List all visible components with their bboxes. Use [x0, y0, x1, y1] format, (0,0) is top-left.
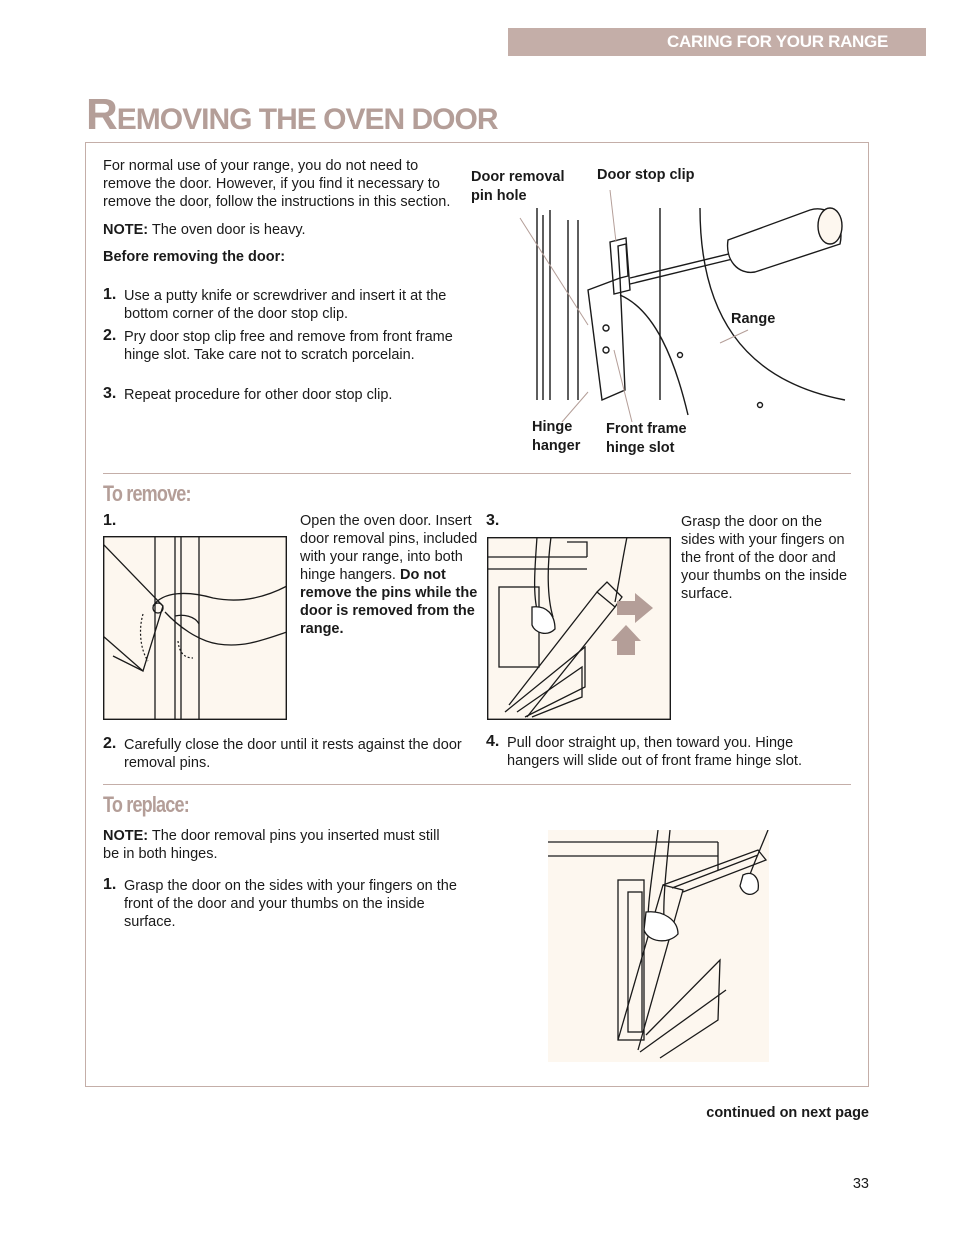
label-pin-hole-text: Door removal pin hole: [471, 169, 565, 204]
step-text: Repeat procedure for other door stop clip.: [124, 387, 393, 403]
label-stop-clip: Door stop clip: [597, 167, 695, 183]
remove-step-2: [103, 736, 463, 772]
note-label: NOTE:: [103, 222, 149, 238]
page-number: 33: [852, 1176, 869, 1192]
door-grasp-illustration: [487, 537, 671, 720]
step-number: 2.: [103, 735, 117, 752]
before-step-1: [103, 287, 463, 323]
step-number: 4.: [486, 733, 500, 750]
step-text: Carefully close the door until it rests against the door removal pins.: [124, 737, 462, 771]
step-text: Grasp the door on the sides with your fingers on the front of the door and your thumbs on the inside surface.: [124, 878, 457, 930]
step-text: Open the oven door. Insert door removal pins, included with your range, into both hinge hangers.: [300, 513, 478, 583]
note-text: The oven door is heavy.: [148, 222, 306, 238]
remove-step-4: [486, 734, 846, 770]
step-number: 1.: [103, 512, 117, 529]
step-text: Pry door stop clip free and remove from front frame hinge slot. Take care not to scratch porcelain.: [124, 329, 453, 363]
intro-note: [103, 221, 463, 239]
note-label: NOTE:: [103, 828, 149, 844]
step-text: Pull door straight up, then toward you. Hinge hangers will slide out of front frame hinge slot.: [507, 735, 802, 769]
replace-note: [103, 827, 458, 863]
title-rest: EMOVING THE OVEN DOOR: [116, 103, 498, 136]
label-hinge-hanger: Hinge hanger: [532, 419, 581, 454]
intro-paragraph: For normal use of your range, you do not need to remove the door. However, if you find it necessary to remove the door, follow the instructions in this section.: [103, 158, 451, 210]
door-replace-illustration: [548, 830, 769, 1062]
label-hinge-slot: Front frame hinge slot: [606, 421, 687, 456]
step-number: 3.: [103, 385, 117, 402]
step-text: Grasp the door on the sides with your fingers on the front of the door and your thumbs on the inside surface.: [681, 514, 848, 602]
label-pin-hole: [471, 168, 581, 206]
section-title: CARING FOR YOUR RANGE: [666, 32, 888, 51]
note-text: The door removal pins you inserted must still be in both hinges.: [103, 828, 440, 862]
to-remove-heading: To remove:: [103, 481, 191, 506]
remove-step-1: [300, 512, 478, 638]
remove-step-3-num: [486, 512, 499, 530]
title-initial: R: [86, 90, 117, 139]
step-number: 2.: [103, 327, 117, 344]
pin-insert-illustration: [103, 536, 287, 720]
to-replace-heading: To replace:: [103, 792, 189, 817]
step-text: Use a putty knife or screwdriver and insert it at the bottom corner of the door stop clip.: [124, 288, 447, 322]
step-number: 1.: [103, 286, 117, 303]
before-heading: Before removing the door:: [103, 249, 286, 265]
divider: [103, 784, 851, 785]
step-number: 1.: [103, 876, 117, 893]
continued-note: continued on next page: [706, 1105, 869, 1121]
step-warning: Do not remove the pins while the door is removed from the range.: [300, 567, 478, 637]
before-step-3: [103, 386, 463, 404]
label-range: Range: [731, 311, 776, 327]
divider: [103, 473, 851, 474]
page-title: [86, 90, 498, 140]
intro-block: [103, 157, 463, 266]
before-step-2: [103, 328, 463, 364]
section-banner: [508, 28, 926, 56]
step-number: 3.: [486, 512, 500, 529]
replace-step-1: [103, 877, 463, 931]
